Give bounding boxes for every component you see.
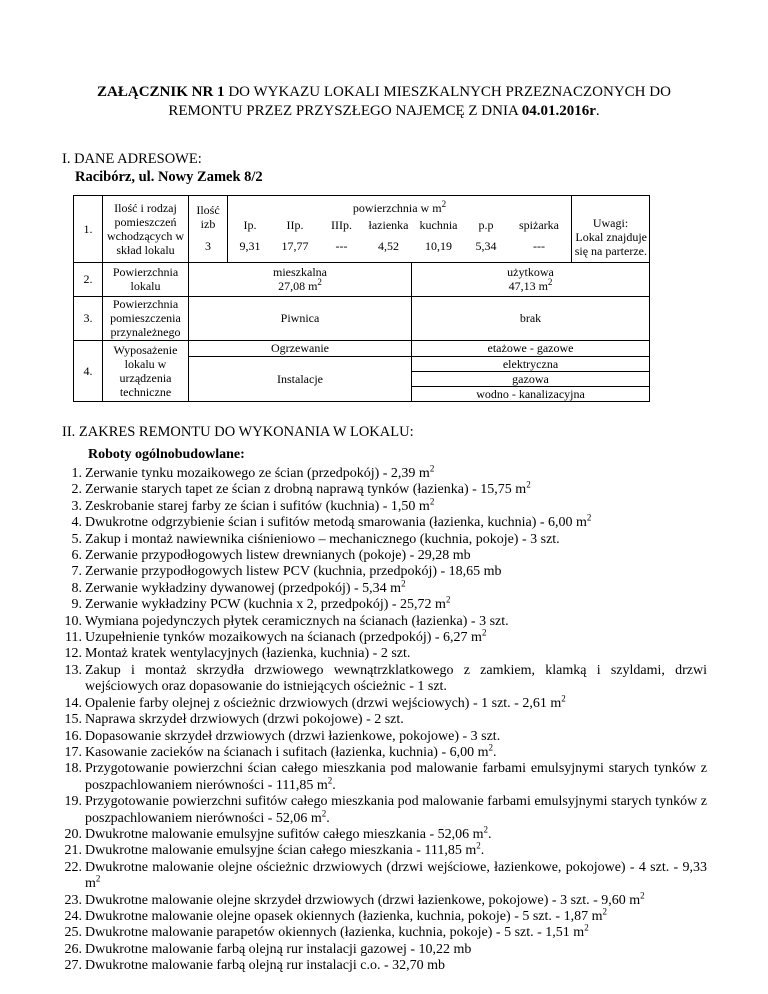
col-ip: Ip.: [243, 217, 257, 232]
premises-table: [73, 195, 650, 402]
works-list: [62, 463, 707, 975]
col-lazienka: łazienka: [368, 217, 409, 232]
list-item-text: Zerwanie starych tapet ze ścian z drobną naprawą tynków (łazienka) - 15,75 m: [85, 482, 527, 498]
val-spizarka: ---: [533, 238, 545, 253]
list-item-number: 14.: [64, 695, 82, 711]
usable-area-cell: [412, 262, 650, 296]
living-area-sup: 2: [317, 277, 322, 287]
title-date: 04.01.2016r: [521, 103, 596, 119]
list-item-text: Przygotowanie powierzchni ścian całego mieszkania pod malowanie farbami emulsyjnymi starych tynków z poszpachlowaniem nierówności - 111,85 m: [85, 761, 707, 793]
list-item-suffix: .: [480, 843, 485, 859]
list-item-text: Dopasowanie skrzydeł drzwiowych (drzwi łazienkowe, pokojowe) - 3 szt.: [85, 728, 501, 744]
val-iiip: ---: [335, 238, 348, 253]
list-item: [62, 663, 707, 696]
living-area-label: mieszkalna: [273, 265, 327, 279]
list-item-text: Dwukrotne malowanie farbą olejną rur instalacji gazowej - 10,22 mb: [85, 941, 472, 957]
usable-area-value-text: 47,13 m: [508, 279, 548, 293]
col-iiip: IIIp.: [331, 217, 352, 232]
list-item-sup: 2: [561, 693, 566, 704]
list-item-suffix: .: [493, 744, 497, 760]
installation-water: wodno - kanalizacyjna: [412, 386, 650, 401]
section-scope-heading: II. ZAKRES REMONTU DO WYKONANIA W LOKALU:: [62, 424, 414, 440]
list-item: [62, 840, 707, 859]
usable-area-label: użytkowa: [507, 265, 554, 279]
area-head-text: powierzchnia w m: [352, 200, 442, 215]
address-line: Racibórz, ul. Nowy Zamek 8/2: [75, 169, 263, 185]
list-item-text: Zeskrobanie starej farby ze ścian i sufitów (kuchnia) - 1,50 m: [85, 498, 430, 514]
list-item: [62, 729, 707, 745]
rooms-value: 3: [205, 238, 211, 253]
list-item: [62, 761, 707, 794]
heating-value: etażowe - gazowe: [412, 340, 650, 356]
col-iip: IIp.: [286, 217, 304, 232]
living-area-value-text: 27,08 m: [278, 279, 318, 293]
list-item: [62, 794, 707, 827]
list-item: [62, 693, 707, 712]
list-item-number: 4.: [71, 515, 82, 531]
list-item-number: 22.: [64, 859, 82, 875]
list-item-number: 1.: [71, 466, 82, 481]
installations-label: Instalacje: [189, 356, 412, 401]
val-pp: 5,34: [475, 238, 497, 253]
notes-cell: [572, 196, 650, 262]
list-item-number: 12.: [64, 646, 82, 662]
list-item-sup: 2: [327, 775, 333, 786]
list-item-text: Naprawa skrzydeł drzwiowych (drzwi pokojowe) - 2 szt.: [85, 712, 404, 728]
list-item-suffix: .: [488, 826, 492, 842]
list-item-number: 8.: [71, 580, 82, 596]
list-item-sup: 2: [640, 889, 645, 900]
cellar-value: brak: [412, 296, 650, 340]
list-item-text: Dwukrotne malowanie olejne opasek okiennych (łazienka, kuchnia, pokoje) - 5 szt. - 1,87 m: [85, 908, 603, 924]
list-item: [62, 712, 707, 728]
list-item-sup: 2: [445, 594, 451, 605]
list-item-number: 2.: [71, 482, 82, 498]
list-item-number: 10.: [64, 613, 82, 629]
list-item-sup: 2: [488, 742, 493, 753]
row-number: 1.: [74, 196, 103, 263]
list-item-text: Zerwanie przypodłogowych listew PCV (kuchnia, przedpokój) - 18,65 mb: [85, 564, 502, 580]
list-item-number: 11.: [65, 630, 82, 646]
notes-head: Uwagi:: [592, 215, 629, 230]
list-item: [62, 824, 707, 843]
list-item-number: 7.: [71, 564, 82, 580]
list-item-text: Dwukrotne malowanie olejne skrzydeł drzwiowych (drzwi łazienkowe, pokojowe) - 3 szt. - 9,60 m: [85, 892, 641, 908]
list-item-number: 27.: [64, 958, 82, 974]
list-item-number: 15.: [64, 712, 82, 728]
list-item-sup: 2: [483, 824, 489, 835]
list-item-text: Dwukrotne malowanie emulsyjne sufitów całego mieszkania - 52,06 m: [85, 826, 484, 842]
list-item: [62, 922, 707, 941]
list-item-text: Dwukrotne odgrzybienie ścian i sufitów metodą smarowania (łazienka, kuchnia) - 6,00 m: [85, 515, 587, 531]
row-number: 4.: [74, 340, 103, 401]
list-item-text: Dwukrotne malowanie emulsyjne ścian całego mieszkania - 111,85 m: [85, 843, 477, 859]
list-item-number: 3.: [71, 498, 82, 514]
list-item-sup: 2: [481, 627, 487, 638]
list-item: [62, 564, 707, 580]
list-item: [62, 479, 707, 498]
table-row: [74, 262, 650, 296]
list-item: [62, 889, 707, 909]
section-address: [62, 150, 263, 186]
list-item-number: 23.: [64, 892, 82, 908]
section-scope-subheading: Roboty ogólnobudowlane:: [88, 447, 245, 462]
area-columns: [228, 218, 571, 234]
list-item-sup: 2: [429, 496, 435, 507]
list-item-text: Zakup i montaż nawiewnika ciśnieniowo – mechanicznego (kuchnia, pokoje) - 3 szt.: [85, 531, 560, 547]
list-item-number: 6.: [71, 548, 82, 564]
list-item-sup: 2: [401, 578, 406, 589]
table-row: [74, 296, 650, 340]
rooms-cell: [189, 196, 228, 262]
list-item: [62, 958, 707, 974]
title-period: .: [595, 103, 600, 119]
usable-area-value: [414, 279, 647, 293]
row-label: Powierzchnia lokalu: [103, 262, 189, 296]
list-item-number: 24.: [64, 908, 82, 924]
list-item: [62, 496, 707, 515]
list-item: [62, 512, 707, 531]
list-item-text: Wymiana pojedynczych płytek ceramicznych na ścianach (łazienka) - 3 szt.: [85, 613, 509, 629]
row-number: 2.: [74, 262, 103, 296]
table-row: [74, 196, 650, 262]
list-item-sup: 2: [584, 922, 589, 933]
title-line2: REMONTU PRZEZ PRZYSZŁEGO NAJEMCĘ Z DNIA: [168, 103, 522, 119]
list-item-sup: 2: [476, 840, 481, 851]
list-item-number: 5.: [71, 531, 82, 547]
list-item-sup: 2: [95, 873, 101, 884]
list-item: [62, 742, 707, 761]
usable-area-sup: 2: [547, 277, 553, 287]
row-number: 3.: [74, 296, 103, 340]
col-spizarka: spiżarka: [519, 217, 559, 232]
list-item-sup: 2: [321, 807, 327, 818]
row-label: Wyposażenie lokalu w urządzenia techniczne: [103, 340, 189, 401]
list-item-text: Zerwanie wykładziny PCW (kuchnia x 2, przedpokój) - 25,72 m: [85, 597, 446, 613]
list-item-text: Montaż kratek wentylacyjnych (łazienka, kuchnia) - 2 szt.: [85, 646, 411, 662]
list-item: [62, 594, 707, 613]
notes-value: Lokal znajduje się na parterze.: [574, 229, 647, 258]
section-address-heading: I. DANE ADRESOWE:: [62, 151, 202, 167]
list-item-text: Kasowanie zacieków na ścianach i sufitach (łazienka, kuchnia) - 6,00 m: [85, 744, 489, 760]
rooms-head: Ilość izb: [196, 202, 220, 231]
list-item-number: 18.: [64, 761, 82, 777]
area-head: [228, 200, 571, 218]
list-item: [62, 627, 707, 646]
installation-electric: elektryczna: [412, 356, 650, 371]
list-item-number: 19.: [64, 794, 82, 810]
val-iip: 17,77: [281, 238, 309, 253]
list-item-text: Zerwanie wykładziny dywanowej (przedpokój) - 5,34 m: [85, 580, 402, 596]
table-row: [74, 340, 650, 356]
list-item: [62, 860, 707, 893]
area-head-sup: 2: [441, 198, 447, 209]
area-values: [228, 234, 571, 258]
title-annex-number: ZAŁĄCZNIK NR 1: [97, 84, 225, 100]
list-item-number: 26.: [64, 941, 82, 957]
list-item-text: Zakup i montaż skrzydła drzwiowego wewnątrzklatkowego z zamkiem, klamką i szyldami, drzwi wejściowych oraz dopasowanie do istniejących ościeżnic - 1 szt.: [85, 662, 707, 695]
list-item-number: 16.: [64, 728, 82, 744]
area-cell: [228, 196, 572, 262]
val-ip: 9,31: [239, 238, 261, 253]
col-kuchnia: kuchnia: [419, 217, 458, 232]
list-item: [62, 578, 707, 597]
list-item: [62, 942, 707, 958]
list-item-text: Uzupełnienie tynków mozaikowych na ścianach (przedpokój) - 6,27 m: [85, 630, 482, 646]
col-pp: p.p: [478, 217, 494, 232]
list-item-number: 25.: [64, 925, 82, 941]
installation-gas: gazowa: [412, 371, 650, 386]
list-item-suffix: .: [326, 810, 330, 826]
list-item-sup: 2: [602, 906, 607, 917]
list-item-suffix: .: [332, 777, 336, 793]
list-item-number: 21.: [64, 843, 82, 859]
list-item: [62, 614, 707, 630]
document-title: [60, 83, 708, 121]
cellar-label: Piwnica: [189, 296, 412, 340]
list-item-number: 17.: [64, 744, 82, 760]
list-item-text: Dwukrotne malowanie farbą olejną rur instalacji c.o. - 32,70 mb: [85, 958, 445, 974]
val-kuchnia: 10,19: [425, 238, 452, 253]
list-item-sup: 2: [586, 512, 592, 523]
list-item-number: 13.: [64, 662, 82, 678]
list-item-text: Przygotowanie powierzchni sufitów całego mieszkania pod malowanie farbami emulsyjnymi starych tynków z poszpachlowaniem nierówności - 52,06 m: [85, 794, 707, 826]
list-item-number: 20.: [64, 826, 82, 842]
list-item-number: 9.: [71, 597, 82, 613]
list-item-text: Dwukrotne malowanie olejne ościeżnic drzwiowych (drzwi wejściowe, łazienkowe, pokojowe) - 4 szt. - 9,33 m: [85, 859, 707, 892]
list-item: [62, 463, 707, 482]
heating-label: Ogrzewanie: [189, 340, 412, 356]
list-item: [62, 532, 707, 548]
list-item-sup: 2: [429, 463, 435, 474]
list-item-text: Opalenie farby olejnej z ościeżnic drzwiowych (drzwi wejściowych) - 1 szt. - 2,61 m: [85, 695, 562, 711]
list-item-text: Zerwanie przypodłogowych listew drewnianych (pokoje) - 29,28 mb: [85, 548, 471, 564]
list-item-text: Dwukrotne malowanie parapetów okiennych (łazienka, kuchnia, pokoje) - 5 szt. - 1,51 m: [85, 925, 585, 941]
row-label: Powierzchnia pomieszczenia przynależnego: [103, 296, 189, 340]
val-lazienka: 4,52: [378, 238, 399, 253]
list-item: [62, 646, 707, 662]
list-item: [62, 906, 707, 925]
living-area-value: [191, 279, 409, 293]
list-item-text: Zerwanie tynku mozaikowego ze ścian (przedpokój) - 2,39 m: [85, 466, 430, 481]
list-item-sup: 2: [526, 479, 531, 490]
title-line1: DO WYKAZU LOKALI MIESZKALNYCH PRZEZNACZONYCH DO: [224, 84, 671, 100]
list-item: [62, 548, 707, 564]
row-label: Ilość i rodzaj pomieszczeń wchodzących w skład lokalu: [103, 196, 189, 263]
living-area-cell: [189, 262, 412, 296]
